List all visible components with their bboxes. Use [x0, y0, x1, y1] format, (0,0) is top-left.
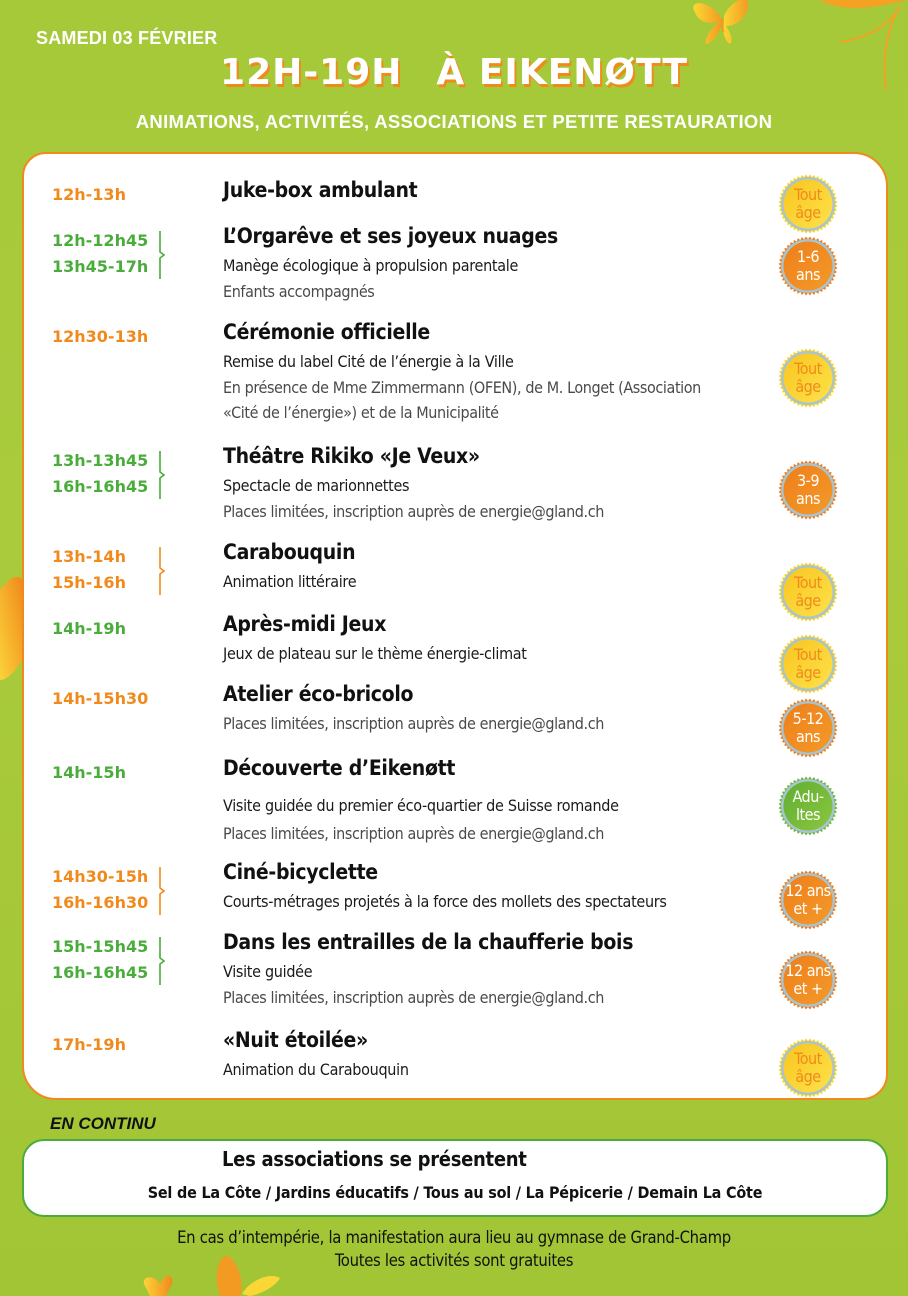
item-times — [52, 544, 126, 596]
badge-line: 3-9 — [796, 471, 819, 490]
associations-list: Sel de La Côte / Jardins éducatifs / Tous au sol / La Pépicerie / Demain La Côte — [147, 1183, 763, 1202]
time-slot: 16h-16h45 — [52, 477, 149, 496]
badge-text — [778, 460, 838, 520]
badge-text — [778, 236, 838, 296]
item-title: Cérémonie officielle — [223, 320, 430, 344]
item-title: Après-midi Jeux — [223, 612, 387, 636]
item-note: En présence de Mme Zimmermann (OFEN), de M. Longet (Association — [223, 378, 701, 397]
butterfly-left-icon — [0, 570, 24, 700]
badge-text — [778, 1038, 838, 1098]
item-subtitle: Spectacle de marionnettes — [223, 476, 410, 495]
badge-line: Tout — [794, 573, 822, 592]
badge-line: Tout — [794, 1049, 822, 1068]
item-title: «Nuit étoilée» — [223, 1028, 368, 1052]
brace-icon — [158, 450, 168, 500]
badge-line: ans — [796, 727, 820, 746]
item-note: Places limitées, inscription auprès de energie@gland.ch — [223, 824, 604, 843]
butterfly-top-icon — [690, 0, 760, 52]
time-slot: 15h-16h — [52, 573, 126, 592]
badge-text — [778, 950, 838, 1010]
time-slot: 15h-15h45 — [52, 937, 149, 956]
age-badge — [778, 634, 838, 694]
associations-box — [22, 1139, 888, 1217]
item-times — [52, 182, 126, 208]
badge-line: ans — [796, 265, 820, 284]
brace-icon — [158, 936, 168, 986]
brace-icon — [158, 866, 168, 916]
item-title: Théâtre Rikiko «Je Veux» — [223, 444, 480, 468]
item-subtitle: Manège écologique à propulsion parentale — [223, 256, 519, 275]
item-note: «Cité de l’énergie») et de la Municipalité — [223, 403, 499, 422]
age-badge — [778, 348, 838, 408]
age-badge — [778, 174, 838, 234]
badge-line: 5-12 — [792, 709, 824, 728]
item-times — [52, 864, 148, 916]
item-title: Découverte d’Eikenøtt — [223, 756, 456, 780]
badge-line: et + — [793, 979, 823, 998]
item-note: Places limitées, inscription auprès de energie@gland.ch — [223, 988, 604, 1007]
badge-line: ltes — [796, 805, 820, 824]
age-badge — [778, 1038, 838, 1098]
age-badge — [778, 776, 838, 836]
badge-line: âge — [795, 663, 821, 682]
footer-weather-note: En cas d’intempérie, la manifestation aura lieu au gymnase de Grand-Champ — [177, 1228, 731, 1247]
continu-label: EN CONTINU — [50, 1114, 156, 1133]
badge-line: âge — [795, 377, 821, 396]
age-badge — [778, 236, 838, 296]
item-subtitle: Courts-métrages projetés à la force des mollets des spectateurs — [223, 892, 667, 911]
item-times — [52, 934, 148, 986]
time-slot: 12h-12h45 — [52, 231, 149, 250]
badge-line: et + — [793, 899, 823, 918]
badge-text — [778, 634, 838, 694]
time-slot: 14h30-15h — [52, 867, 149, 886]
item-subtitle: Visite guidée — [223, 962, 313, 981]
footer-free-note: Toutes les activités sont gratuites — [334, 1251, 574, 1270]
item-note: Places limitées, inscription auprès de energie@gland.ch — [223, 502, 604, 521]
item-times — [52, 686, 148, 712]
item-times — [52, 324, 148, 350]
badge-line: Tout — [794, 359, 822, 378]
badge-text — [778, 698, 838, 758]
badge-line: Adu- — [792, 787, 824, 806]
badge-text — [778, 776, 838, 836]
badge-line: ans — [796, 489, 820, 508]
badge-text — [778, 174, 838, 234]
time-slot: 16h-16h45 — [52, 963, 149, 982]
time-slot: 14h-19h — [52, 619, 126, 638]
brace-icon — [158, 230, 168, 280]
item-times — [52, 228, 148, 280]
item-title: L’Orgarêve et ses joyeux nuages — [223, 224, 558, 248]
badge-text — [778, 348, 838, 408]
time-slot: 12h30-13h — [52, 327, 149, 346]
item-title: Carabouquin — [223, 540, 356, 564]
subtitle: ANIMATIONS, ACTIVITÉS, ASSOCIATIONS ET PETITE RESTAURATION — [135, 111, 773, 132]
item-times — [52, 760, 126, 786]
time-slot: 13h45-17h — [52, 257, 149, 276]
badge-line: Tout — [794, 645, 822, 664]
item-title: Ciné-bicyclette — [223, 860, 378, 884]
item-subtitle: Visite guidée du premier éco-quartier de Suisse romande — [223, 796, 619, 815]
item-note: Enfants accompagnés — [223, 282, 375, 301]
item-subtitle: Jeux de plateau sur le thème énergie-climat — [223, 644, 527, 663]
badge-text — [778, 870, 838, 930]
footer — [0, 1226, 908, 1272]
item-subtitle: Animation du Carabouquin — [223, 1060, 409, 1079]
time-slot: 16h-16h30 — [52, 893, 149, 912]
badge-line: 12 ans — [785, 881, 831, 900]
item-subtitle: Remise du label Cité de l’énergie à la Ville — [223, 352, 514, 371]
badge-line: Tout — [794, 185, 822, 204]
time-slot: 13h-13h45 — [52, 451, 149, 470]
time-slot: 14h-15h — [52, 763, 126, 782]
associations-title: Les associations se présentent — [222, 1147, 527, 1171]
item-subtitle: Animation littéraire — [223, 572, 357, 591]
time-slot: 14h-15h30 — [52, 689, 149, 708]
item-times — [52, 448, 148, 500]
time-slot: 17h-19h — [52, 1035, 126, 1054]
age-badge — [778, 460, 838, 520]
program-card — [22, 152, 888, 1100]
badge-line: âge — [795, 1067, 821, 1086]
time-slot: 12h-13h — [52, 185, 126, 204]
badge-line: 1-6 — [796, 247, 819, 266]
headline — [0, 52, 908, 93]
item-times — [52, 1032, 126, 1058]
brace-icon — [158, 546, 168, 596]
badge-line: âge — [795, 591, 821, 610]
age-badge — [778, 950, 838, 1010]
item-note: Places limitées, inscription auprès de energie@gland.ch — [223, 714, 604, 733]
age-badge — [778, 870, 838, 930]
event-date: SAMEDI 03 FÉVRIER — [36, 28, 218, 48]
age-badge — [778, 562, 838, 622]
item-title: Atelier éco-bricolo — [223, 682, 414, 706]
badge-line: 12 ans — [785, 961, 831, 980]
badge-line: âge — [795, 203, 821, 222]
item-title: Dans les entrailles de la chaufferie bois — [223, 930, 634, 954]
age-badge — [778, 698, 838, 758]
headline-location: À EIKENØTT — [436, 52, 688, 93]
badge-text — [778, 562, 838, 622]
item-title: Juke-box ambulant — [223, 178, 418, 202]
item-times — [52, 616, 126, 642]
headline-hours: 12H-19H — [220, 52, 403, 93]
time-slot: 13h-14h — [52, 547, 126, 566]
